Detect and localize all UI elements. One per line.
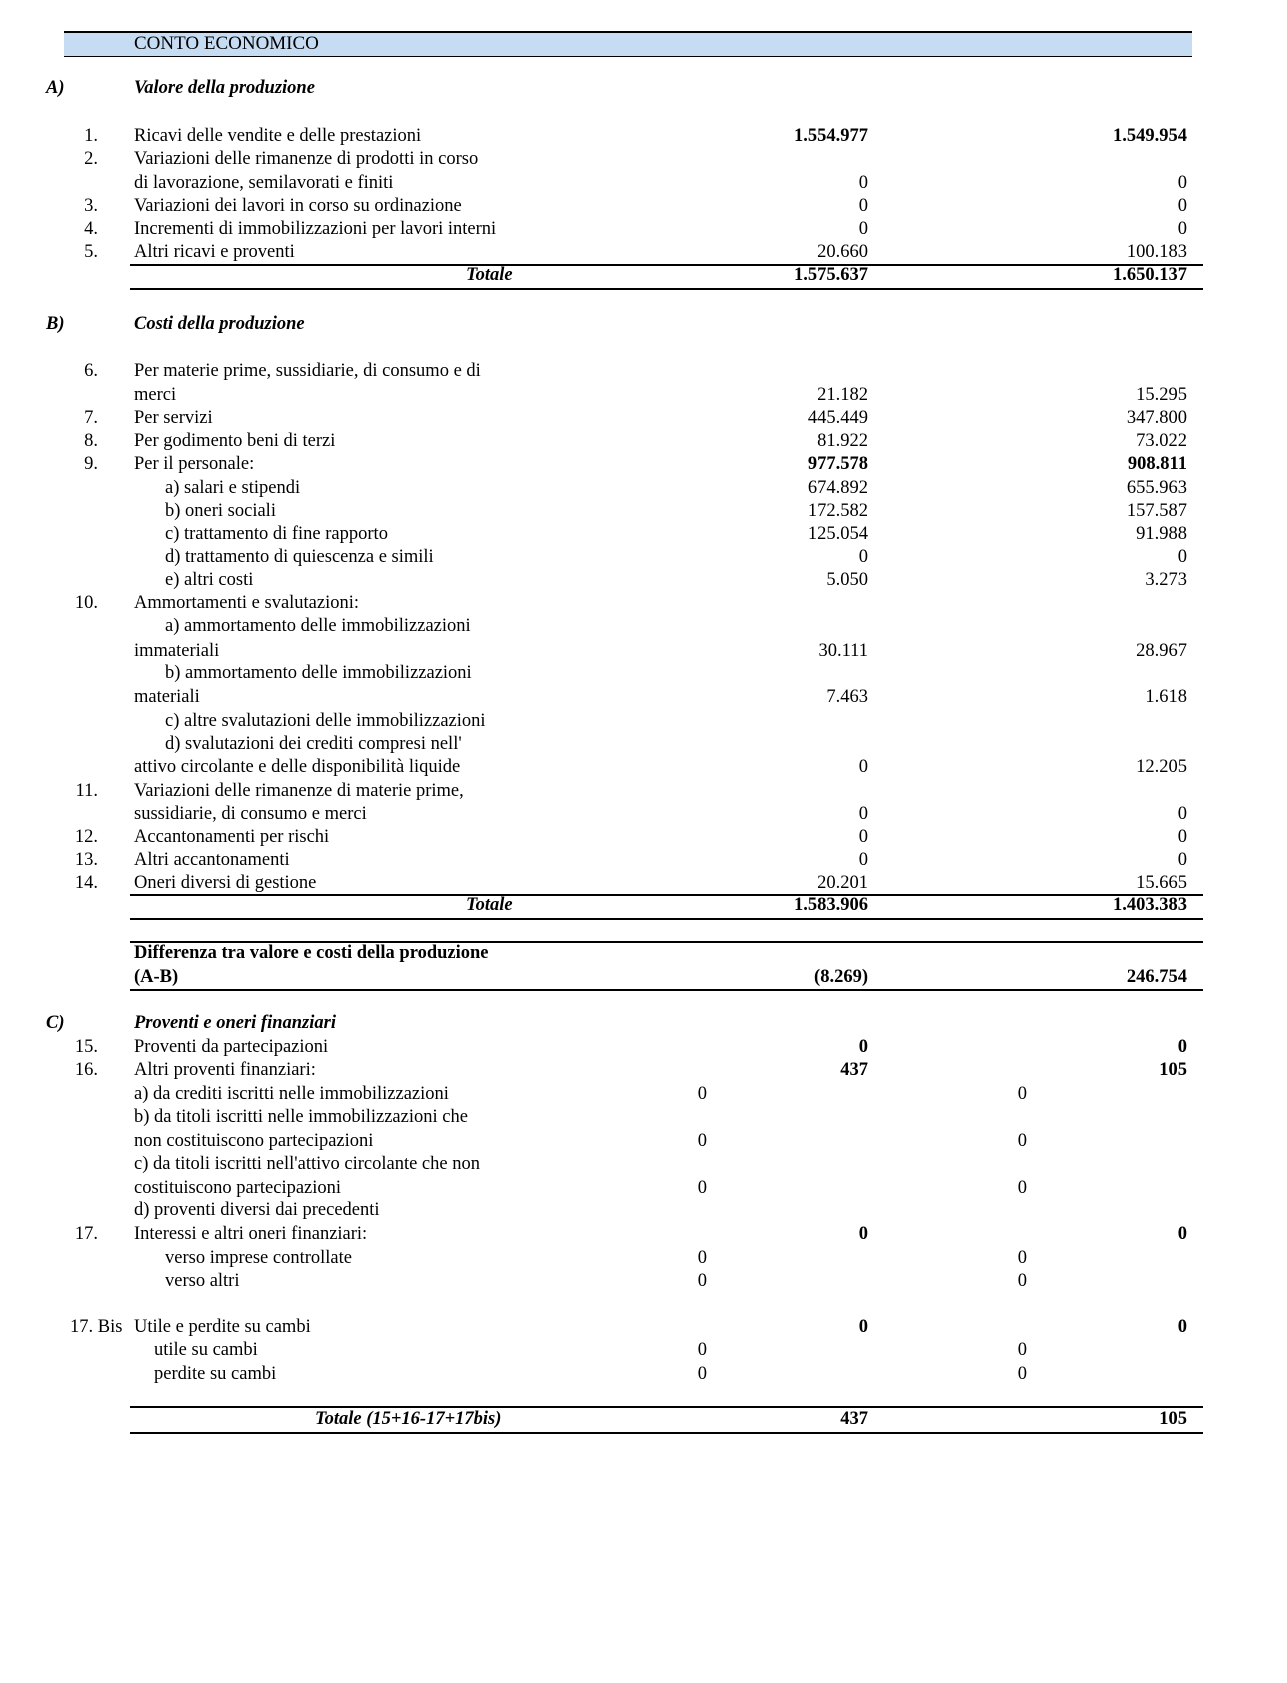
current-year-detail: 0 [697, 1248, 707, 1268]
current-year-detail: 0 [697, 1364, 707, 1384]
table-row [0, 241, 1287, 264]
row-label: c) trattamento di fine rapporto [165, 524, 388, 544]
total-label: Totale (15+16-17+17bis) [315, 1409, 502, 1429]
current-year-value: 0 [858, 827, 868, 847]
divider [130, 989, 1203, 991]
row-label: Variazioni delle rimanenze di prodotti in corso [134, 149, 479, 169]
current-year-value: 977.578 [807, 454, 868, 474]
row-label: a) ammortamento delle immobilizzazioni [165, 616, 471, 636]
prior-year-value: 0 [1177, 1224, 1187, 1244]
prior-year-value: 28.967 [1136, 641, 1187, 661]
row-label: costituiscono partecipazioni [134, 1178, 342, 1198]
table-row [0, 686, 1287, 709]
row-label: Oneri diversi di gestione [134, 873, 317, 893]
row-label: b) da titoli iscritti nelle immobilizzazioni che [134, 1107, 468, 1127]
prior-year-value: 0 [1177, 1317, 1187, 1337]
table-row [0, 640, 1287, 663]
prior-year-value: 157.587 [1126, 501, 1187, 521]
prior-year-value: 0 [1177, 827, 1187, 847]
table-row [0, 756, 1287, 779]
prior-year-value: 91.988 [1136, 524, 1187, 544]
table-row [0, 125, 1287, 148]
table-row [0, 849, 1287, 872]
section-title: Costi della produzione [134, 314, 305, 334]
prior-year-detail: 0 [1017, 1131, 1027, 1151]
current-year-value: 172.582 [807, 501, 868, 521]
section-c-total-row [0, 1408, 1287, 1431]
prior-year-value: 347.800 [1126, 408, 1187, 428]
row-label: Per godimento beni di terzi [134, 431, 336, 451]
table-row [0, 523, 1287, 546]
row-number: 16. [74, 1060, 98, 1080]
current-year-detail: 0 [697, 1178, 707, 1198]
table-row [0, 733, 1287, 756]
prior-year-value: 0 [1177, 850, 1187, 870]
current-year-detail: 0 [697, 1084, 707, 1104]
prior-year-value: 1.549.954 [1113, 126, 1187, 146]
row-label: immateriali [134, 641, 220, 661]
row-label: b) oneri sociali [165, 501, 276, 521]
row-label: a) da crediti iscritti nelle immobilizzazioni [134, 1084, 449, 1104]
row-number: 10. [74, 593, 98, 613]
row-label: Variazioni dei lavori in corso su ordinazione [134, 196, 462, 216]
row-label: Accantonamenti per rischi [134, 827, 330, 847]
row-label: c) altre svalutazioni delle immobilizzazioni [165, 711, 486, 731]
divider [130, 288, 1203, 290]
current-year-value: 1.554.977 [794, 126, 868, 146]
row-number: 14. [74, 873, 98, 893]
table-row [0, 360, 1287, 383]
prior-year-value: 3.273 [1145, 570, 1187, 590]
row-number: 17. Bis [70, 1317, 123, 1337]
row-label: a) salari e stipendi [165, 478, 301, 498]
table-row [0, 615, 1287, 638]
table-row [0, 453, 1287, 476]
table-row [0, 172, 1287, 195]
section-letter: B) [46, 314, 65, 334]
table-row [0, 1177, 1287, 1200]
table-row [0, 1363, 1287, 1386]
total-label: Totale [466, 895, 513, 915]
current-year-value: 0 [858, 1224, 868, 1244]
current-year-value: 0 [858, 547, 868, 567]
row-label: verso imprese controllate [165, 1248, 352, 1268]
row-number: 8. [84, 431, 98, 451]
row-label: non costituiscono partecipazioni [134, 1131, 374, 1151]
table-row [0, 477, 1287, 500]
current-year-value: 0 [858, 1037, 868, 1057]
current-year-total: 1.583.906 [794, 895, 868, 915]
row-label: merci [134, 385, 177, 405]
current-year-value: 20.201 [817, 873, 868, 893]
table-row [0, 1270, 1287, 1293]
row-label: Utile e perdite su cambi [134, 1317, 311, 1337]
current-year-value: 674.892 [807, 478, 868, 498]
section-b-heading [0, 313, 1287, 336]
prior-year-detail: 0 [1017, 1178, 1027, 1198]
current-year-value: 81.922 [817, 431, 868, 451]
prior-year-value: 0 [1177, 173, 1187, 193]
row-label: materiali [134, 687, 200, 707]
row-label: perdite su cambi [154, 1364, 277, 1384]
row-number: 6. [84, 361, 98, 381]
row-number: 17. [74, 1224, 98, 1244]
row-number: 7. [84, 408, 98, 428]
table-row [0, 780, 1287, 803]
current-year-value: 0 [858, 850, 868, 870]
row-label: Altri proventi finanziari: [134, 1060, 316, 1080]
prior-year-value: 0 [1177, 804, 1187, 824]
section-letter: C) [46, 1013, 65, 1033]
section-b-total-row [0, 894, 1287, 917]
row-number: 9. [84, 454, 98, 474]
prior-year-detail: 0 [1017, 1340, 1027, 1360]
table-row [0, 195, 1287, 218]
table-row [0, 710, 1287, 733]
current-year-value: 0 [858, 173, 868, 193]
table-row [0, 1223, 1287, 1246]
row-label: Ricavi delle vendite e delle prestazioni [134, 126, 422, 146]
table-row [0, 1059, 1287, 1082]
divider [130, 1432, 1203, 1434]
table-row [0, 1106, 1287, 1129]
difference-row-title [0, 942, 1287, 965]
row-label: Per il personale: [134, 454, 255, 474]
prior-year-total: 1.650.137 [1113, 265, 1187, 285]
prior-year-value: 908.811 [1127, 454, 1187, 474]
row-label: utile su cambi [154, 1340, 258, 1360]
row-number: 5. [84, 242, 98, 262]
table-row [0, 1153, 1287, 1176]
table-row [0, 384, 1287, 407]
table-row [0, 430, 1287, 453]
row-label: d) trattamento di quiescenza e simili [165, 547, 434, 567]
row-number: 13. [74, 850, 98, 870]
table-row [0, 1339, 1287, 1362]
divider [130, 918, 1203, 920]
prior-year-total: 105 [1159, 1409, 1187, 1429]
current-year-value: 20.660 [817, 242, 868, 262]
prior-year-detail: 0 [1017, 1271, 1027, 1291]
total-label: Totale [466, 265, 513, 285]
prior-year-value: 15.665 [1136, 873, 1187, 893]
section-a-total-row [0, 264, 1287, 287]
section-letter: A) [46, 78, 65, 98]
table-row [0, 1083, 1287, 1106]
section-c-heading [0, 1012, 1287, 1035]
row-label: b) ammortamento delle immobilizzazioni [165, 663, 472, 683]
row-label: d) svalutazioni dei crediti compresi nell' [165, 734, 462, 754]
prior-year-detail: 0 [1017, 1248, 1027, 1268]
table-row [0, 546, 1287, 569]
prior-year-value: 655.963 [1126, 478, 1187, 498]
statement-title: CONTO ECONOMICO [134, 33, 319, 54]
table-row [0, 569, 1287, 592]
current-year-value: 30.111 [818, 641, 868, 661]
row-number: 2. [84, 149, 98, 169]
prior-year-value: 0 [1177, 1037, 1187, 1057]
prior-year-value: 0 [1177, 547, 1187, 567]
row-label: Variazioni delle rimanenze di materie prime, [134, 781, 464, 801]
current-year-value: 21.182 [817, 385, 868, 405]
row-number: 4. [84, 219, 98, 239]
row-label: Per materie prime, sussidiarie, di consumo e di [134, 361, 481, 381]
current-year-detail: 0 [697, 1271, 707, 1291]
row-number: 1. [84, 126, 98, 146]
prior-year-value: 100.183 [1126, 242, 1187, 262]
current-year-value: 445.449 [807, 408, 868, 428]
current-year-detail: 0 [697, 1131, 707, 1151]
current-year-value: 437 [840, 1060, 868, 1080]
current-year-value: 0 [858, 1317, 868, 1337]
difference-label: Differenza tra valore e costi della produzione [134, 943, 489, 963]
current-year-detail: 0 [697, 1340, 707, 1360]
prior-year-value: 0 [1177, 219, 1187, 239]
table-row [0, 1247, 1287, 1270]
row-label: Interessi e altri oneri finanziari: [134, 1224, 368, 1244]
row-label: Incrementi di immobilizzazioni per lavori interni [134, 219, 497, 239]
table-row [0, 500, 1287, 523]
row-label: d) proventi diversi dai precedenti [134, 1200, 380, 1220]
section-title: Proventi e oneri finanziari [134, 1013, 336, 1033]
table-row [0, 662, 1287, 685]
prior-year-value: 73.022 [1136, 431, 1187, 451]
table-row [0, 1316, 1287, 1339]
current-year-value: 125.054 [807, 524, 868, 544]
current-year-value: 0 [858, 804, 868, 824]
difference-formula: (A-B) [134, 967, 179, 987]
current-year-value: 5.050 [826, 570, 868, 590]
prior-year-total: 1.403.383 [1113, 895, 1187, 915]
row-label: attivo circolante e delle disponibilità liquide [134, 757, 461, 777]
current-year-total: 1.575.637 [794, 265, 868, 285]
row-number: 11. [75, 781, 98, 801]
table-row [0, 1199, 1287, 1222]
current-year-value: 0 [858, 757, 868, 777]
table-row [0, 218, 1287, 241]
difference-row [0, 966, 1287, 989]
row-label: c) da titoli iscritti nell'attivo circolante che non [134, 1154, 480, 1174]
current-year-value: 7.463 [826, 687, 868, 707]
row-label: Proventi da partecipazioni [134, 1037, 329, 1057]
prior-year-value: 12.205 [1136, 757, 1187, 777]
prior-year-value: 0 [1177, 196, 1187, 216]
row-number: 12. [74, 827, 98, 847]
row-number: 15. [74, 1037, 98, 1057]
row-label: di lavorazione, semilavorati e finiti [134, 173, 394, 193]
current-year-value: 0 [858, 196, 868, 216]
row-label: Per servizi [134, 408, 213, 428]
prior-year-value: 105 [1159, 1060, 1187, 1080]
table-row [0, 148, 1287, 171]
table-row [0, 407, 1287, 430]
row-label: sussidiarie, di consumo e merci [134, 804, 367, 824]
table-row [0, 872, 1287, 895]
current-year-difference: (8.269) [814, 967, 868, 987]
table-row [0, 803, 1287, 826]
prior-year-value: 15.295 [1136, 385, 1187, 405]
prior-year-detail: 0 [1017, 1364, 1027, 1384]
current-year-value: 0 [858, 219, 868, 239]
table-row [0, 1130, 1287, 1153]
prior-year-value: 1.618 [1145, 687, 1187, 707]
current-year-total: 437 [840, 1409, 868, 1429]
row-number: 3. [84, 196, 98, 216]
table-row [0, 592, 1287, 615]
section-a-heading [0, 77, 1287, 100]
table-row [0, 1036, 1287, 1059]
row-label: verso altri [165, 1271, 240, 1291]
row-label: Altri ricavi e proventi [134, 242, 295, 262]
prior-year-detail: 0 [1017, 1084, 1027, 1104]
table-row [0, 826, 1287, 849]
row-label: Ammortamenti e svalutazioni: [134, 593, 360, 613]
row-label: e) altri costi [165, 570, 254, 590]
section-title: Valore della produzione [134, 78, 315, 98]
row-label: Altri accantonamenti [134, 850, 290, 870]
prior-year-difference: 246.754 [1126, 967, 1187, 987]
